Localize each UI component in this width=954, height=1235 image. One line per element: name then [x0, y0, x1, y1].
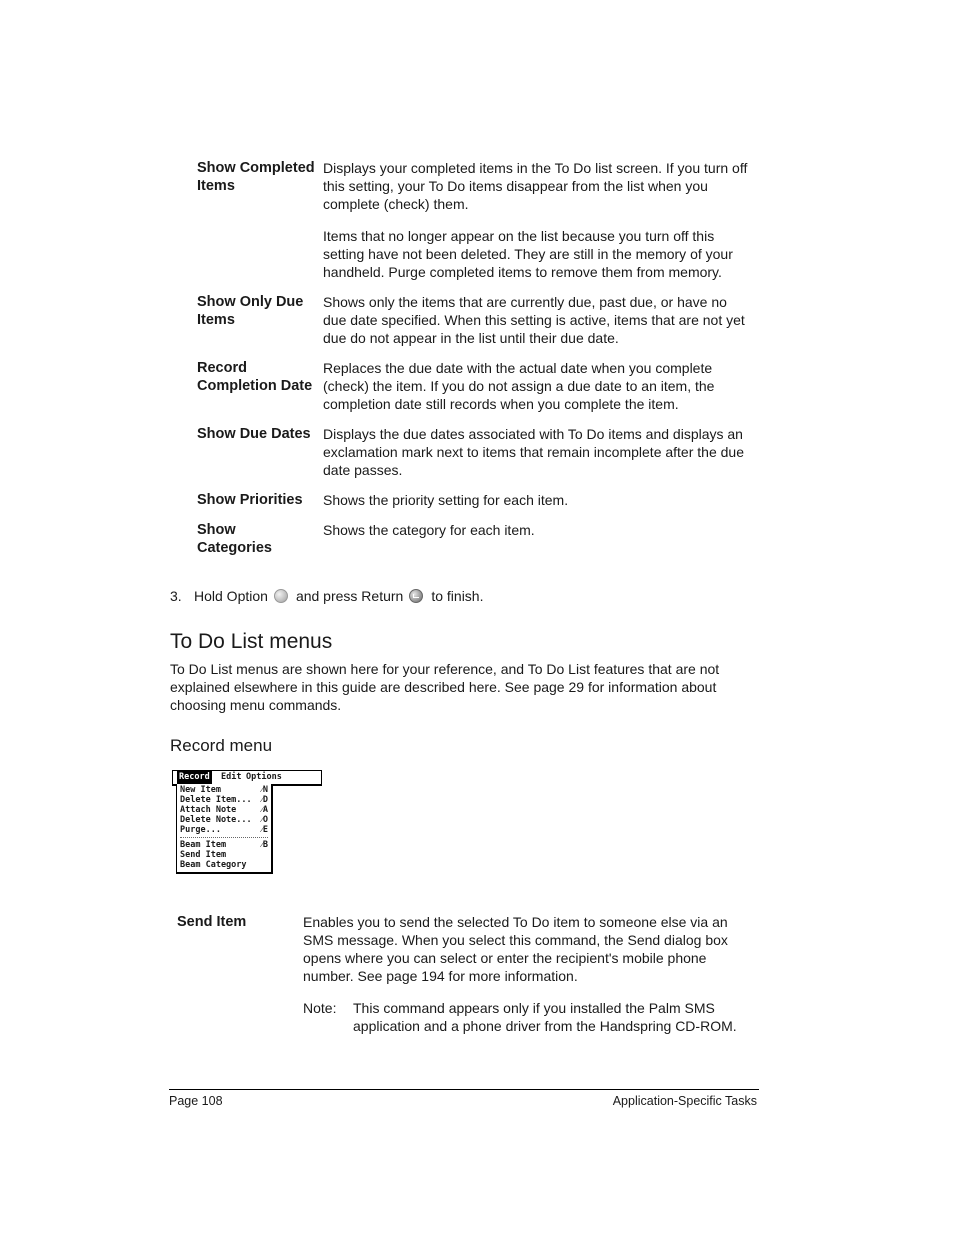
step-3 [170, 587, 483, 605]
setting-term: Show Due Dates [197, 426, 311, 442]
menu-item-label: New Item [180, 785, 221, 795]
setting-term: Show Categories [197, 522, 272, 556]
footer-page-number: Page 108 [169, 1094, 223, 1108]
setting-paragraph: Replaces the due date with the actual date when you complete (check) the item. If you do not assign a due date to an item, the completion date still records when you complete the item. [323, 360, 715, 412]
setting-description [323, 425, 751, 479]
section-intro: To Do List menus are shown here for your reference, and To Do List features that are not explained elsewhere in this guide are described here. See page 29 for information about choosing menu commands. [170, 661, 720, 713]
menu-item-delete-item[interactable] [180, 795, 270, 805]
option-button-icon [274, 589, 288, 603]
note-label: Note: [303, 1000, 337, 1016]
menu-item-label: Beam Item [180, 840, 227, 850]
setting-description [323, 521, 751, 557]
menu-item-label: Delete Item... [180, 795, 252, 805]
menu-item-shortcut: ⁄A [261, 805, 268, 815]
setting-row [197, 159, 757, 281]
menu-item-send-item[interactable] [180, 850, 270, 860]
setting-paragraph: Displays your completed items in the To Do list screen. If you turn off this setting, your To Do items disappear from the list when you complete (check) them. [323, 160, 748, 212]
send-item-paragraph: Enables you to send the selected To Do item to someone else via an SMS message. When you select this command, the Send dialog box opens where you can select or enter the recipient's mobile phone number. See page 194 for more information. [303, 914, 728, 984]
menu-item-new-item[interactable] [180, 785, 270, 795]
menu-item-label: Purge... [180, 825, 221, 835]
menu-item-label: Send Item [180, 850, 227, 860]
setting-paragraph: Items that no longer appear on the list because you turn off this setting have not been deleted. They are still in the memory of your handheld. Purge completed items to remove them from memory. [323, 228, 733, 280]
setting-row [197, 359, 757, 413]
menu-item-label: Delete Note... [180, 815, 252, 825]
menu-item-delete-note[interactable] [180, 815, 270, 825]
setting-term: Show Only Due Items [197, 294, 304, 328]
step-text: and press Return [295, 588, 404, 604]
setting-term: Record Completion Date [197, 360, 313, 394]
settings-definition-list [197, 159, 757, 569]
setting-description [323, 159, 751, 281]
setting-row [197, 425, 757, 479]
menu-item-purge[interactable] [180, 825, 270, 835]
record-menu-screenshot [172, 770, 322, 875]
menu-item-shortcut: ⁄B [261, 840, 268, 850]
setting-row [197, 293, 757, 347]
setting-row [197, 521, 757, 557]
setting-term: Show Priorities [197, 492, 303, 508]
setting-paragraph: Displays the due dates associated with To Do items and displays an exclamation mark next to items that remain incomplete after the due date passes. [323, 426, 744, 478]
menu-record[interactable]: Record [179, 772, 210, 782]
menu-item-shortcut: ⁄D [261, 795, 268, 805]
section-title: To Do List menus [170, 630, 333, 653]
menu-item-label: Attach Note [180, 805, 237, 815]
note-text: This command appears only if you installed the Palm SMS application and a phone driver from the Handspring CD-ROM. [353, 1000, 737, 1034]
note [303, 999, 753, 1035]
footer-rule [169, 1089, 759, 1090]
section-subtitle: Record menu [170, 736, 273, 755]
step-text: Hold Option [194, 588, 268, 604]
menu-options[interactable]: Options [246, 772, 282, 782]
setting-description [323, 359, 751, 413]
step-text: to finish. [431, 588, 484, 604]
menu-edit[interactable]: Edit [221, 772, 242, 782]
setting-term: Show Completed Items [197, 160, 315, 194]
setting-paragraph: Shows the category for each item. [323, 522, 535, 538]
setting-row [197, 491, 757, 509]
menu-item-beam-category[interactable] [180, 860, 270, 870]
send-item-term: Send Item [177, 914, 247, 930]
menu-item-label: Beam Category [180, 860, 247, 870]
footer-chapter-title: Application-Specific Tasks [612, 1094, 757, 1108]
menu-separator [180, 837, 268, 838]
menu-item-beam-item[interactable] [180, 840, 270, 850]
step-number: 3. [170, 588, 182, 604]
setting-paragraph: Shows the priority setting for each item. [323, 492, 569, 508]
return-button-icon [409, 589, 423, 603]
menu-item-attach-note[interactable] [180, 805, 270, 815]
record-menu-dropdown [176, 784, 273, 874]
menu-item-shortcut: ⁄E [261, 825, 268, 835]
setting-description [323, 293, 751, 347]
menu-item-shortcut: ⁄N [261, 785, 268, 795]
send-item-description [303, 913, 753, 1035]
setting-description [323, 491, 751, 509]
setting-paragraph: Shows only the items that are currently due, past due, or have no due date specified. When this setting is active, items that are not yet due do not appear in the list until their due date. [323, 294, 745, 346]
menu-item-shortcut: ⁄O [261, 815, 268, 825]
